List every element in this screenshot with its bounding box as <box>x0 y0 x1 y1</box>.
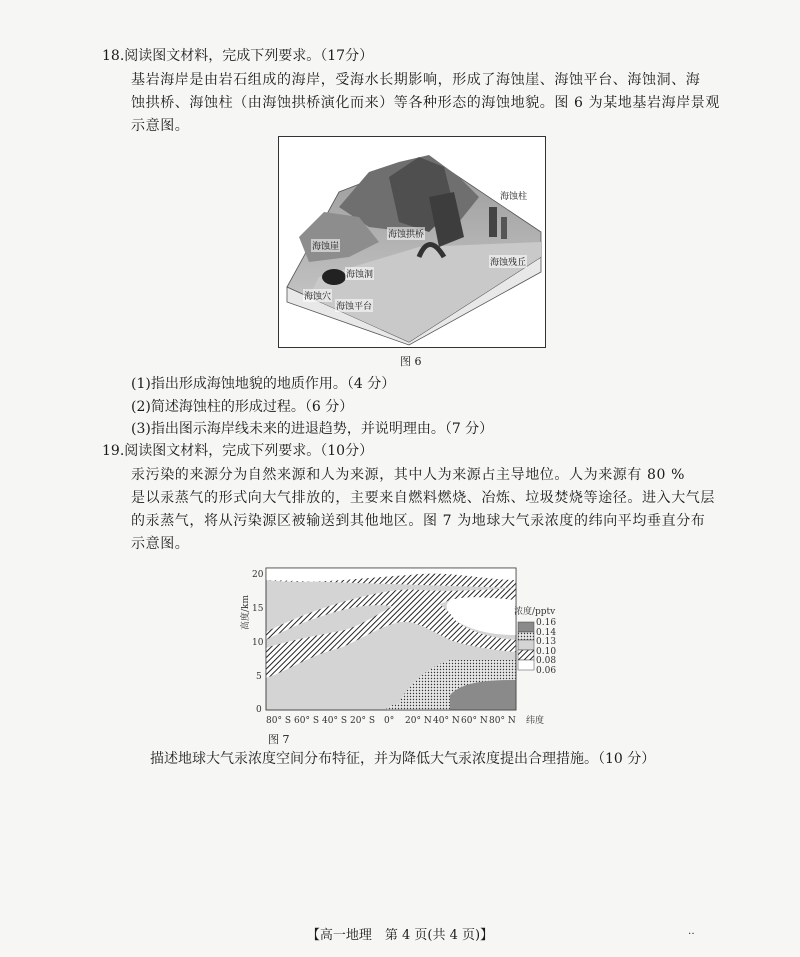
y-tick-15: 15 <box>252 604 264 614</box>
x-tick-40n: 40° N <box>433 716 460 726</box>
legend-0-06: 0.06 <box>536 666 557 676</box>
legend-title: 浓度/pptv <box>514 607 556 617</box>
page-footer: 【高一地理 第 4 页(共 4 页)】 <box>306 928 494 943</box>
legend-0-13: 0.13 <box>536 637 557 647</box>
legend-0-16: 0.16 <box>536 618 557 628</box>
y-tick-10: 10 <box>252 638 264 648</box>
q19-para-line-1: 汞污染的来源分为自然来源和人为来源，其中人为来源占主导地位。人为来源有 80 % <box>131 467 686 483</box>
fig6-label-platform: 海蚀平台 <box>335 299 373 312</box>
mercury-concentration-chart <box>241 560 560 730</box>
x-tick-0: 0° <box>384 716 395 726</box>
fig6-label-residual-hill: 海蚀残丘 <box>489 255 527 268</box>
figure-6-caption: 图 6 <box>400 355 422 368</box>
q19-para-line-2: 是以汞蒸气的形式向大气排放的，主要来自燃料燃烧、冶炼、垃圾焚烧等途径。进入大气层 <box>131 490 715 506</box>
fig6-label-notch: 海蚀穴 <box>303 289 332 302</box>
legend-0-14: 0.14 <box>536 628 557 638</box>
x-tick-80n: 80° N <box>489 716 516 726</box>
legend-0-08: 0.08 <box>536 656 557 666</box>
x-axis-label: 纬度 <box>526 716 545 726</box>
fig6-label-sea-cave: 海蚀洞 <box>345 267 374 280</box>
q18-para-line-1: 基岩海岸是由岩石组成的海岸，受海水长期影响，形成了海蚀崖、海蚀平台、海蚀洞、海 <box>131 72 701 88</box>
x-tick-80s: 80° S <box>266 716 291 726</box>
q19-para-line-4: 示意图。 <box>131 536 190 552</box>
x-tick-40s: 40° S <box>322 716 347 726</box>
fig6-label-arch: 海蚀拱桥 <box>387 227 425 240</box>
y-tick-0: 0 <box>256 705 262 715</box>
figure-7-mercury-chart <box>241 560 560 730</box>
q18-title: 18.阅读图文材料，完成下列要求。（17分） <box>102 48 374 64</box>
fig6-label-cliff: 海蚀崖 <box>311 239 340 252</box>
y-tick-20: 20 <box>252 570 264 580</box>
q19-question: 描述地球大气汞浓度空间分布特征，并为降低大气汞浓度提出合理措施。（10 分） <box>150 751 656 767</box>
x-tick-20n: 20° N <box>405 716 432 726</box>
q18-para-line-2: 蚀拱桥、海蚀柱（由海蚀拱桥演化而来）等各种形态的海蚀地貌。图 6 为某地基岩海岸景观 <box>131 95 721 111</box>
q18-sub-3: (3)指出图示海岸线未来的进退趋势，并说明理由。（7 分） <box>131 421 494 437</box>
x-tick-60s: 60° S <box>294 716 319 726</box>
fig6-label-stack: 海蚀柱 <box>499 189 528 202</box>
y-axis-label: 高度/km <box>241 594 251 630</box>
corner-mark: ‥ <box>688 926 695 937</box>
q18-sub-2: (2)简述海蚀柱的形成过程。（6 分） <box>131 399 354 415</box>
y-tick-5: 5 <box>256 672 262 682</box>
figure-6-coast-diagram <box>278 136 546 348</box>
x-tick-20s: 20° S <box>350 716 375 726</box>
q18-sub-1: (1)指出形成海蚀地貌的地质作用。（4 分） <box>131 376 396 392</box>
q19-para-line-3: 的汞蒸气，将从污染源区被输送到其他地区。图 7 为地球大气汞浓度的纬向平均垂直分布 <box>131 513 706 529</box>
q18-para-line-3: 示意图。 <box>131 118 190 134</box>
figure-7-caption: 图 7 <box>268 733 290 746</box>
legend-0-10: 0.10 <box>536 647 557 657</box>
x-tick-60n: 60° N <box>461 716 488 726</box>
q19-title: 19.阅读图文材料，完成下列要求。（10分） <box>102 443 374 459</box>
